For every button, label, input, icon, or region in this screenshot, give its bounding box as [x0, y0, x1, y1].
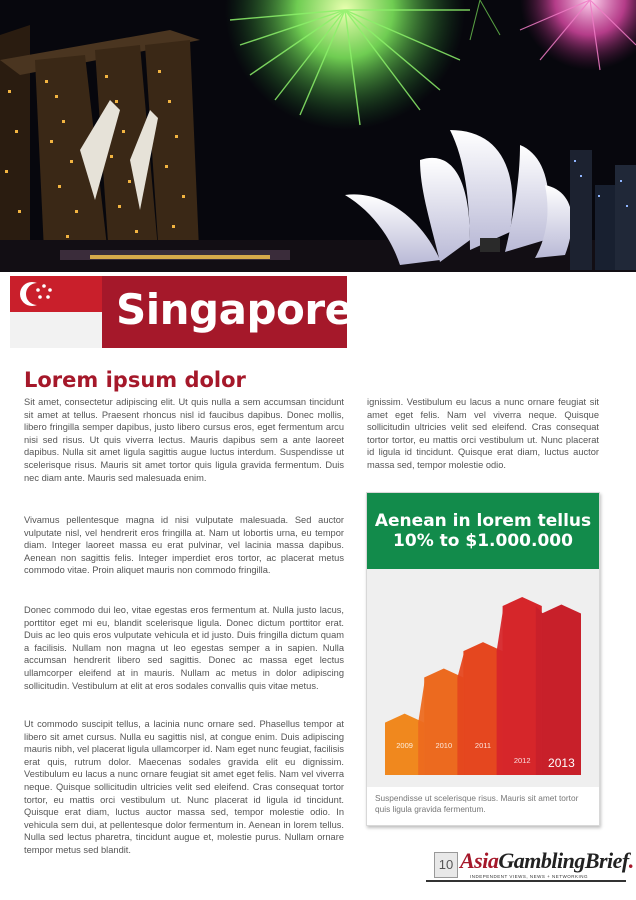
brand-part1: Asia: [460, 848, 499, 873]
chart-label-2012: 2012: [513, 756, 531, 765]
article-heading: Lorem ipsum dolor: [24, 368, 246, 392]
chart-label-2011: 2011: [474, 741, 492, 750]
chart-bar-2013: [536, 605, 581, 775]
infobox-caption: Suspendisse ut scelerisque risus. Mauris sit amet tortor quis ligula gravida fermentum.: [375, 793, 579, 814]
chart-label-2009: 2009: [396, 741, 413, 750]
footer-rule: [426, 880, 626, 882]
chart-label-2010: 2010: [435, 741, 453, 750]
title-box: [102, 276, 353, 348]
hotel-towers: [0, 25, 200, 272]
infobox: [366, 492, 600, 826]
singapore-flag-icon: [10, 276, 102, 348]
brand-logo: [460, 848, 634, 874]
paragraph-3: Donec commodo dui leo, vitae egestas eros fermentum at. Nulla justo lacus, porttitor eget mi eu, blandit scelerisque ligula. Donec dictum porttitor erat. Duis ac leo quis eros vulputate vehicula et id justo. Duis fringilla dictum quam a facilisis. Nullam non magna ut leo egestas semper a in sapien. Nulla accumsan hendrerit libero sed sagittis. Donec ac massa eget lectus ullamcorper eleifend at in mauris. Nullam ac metus in dolor adipiscing sollicitudin. Vestibulum at elit at eros sodales convallis quis vitae metus.: [24, 605, 344, 691]
chart-bar-2011: [457, 642, 502, 775]
hero-image: [0, 0, 636, 272]
page-number: 10: [434, 852, 458, 878]
brand-dot: .: [628, 848, 634, 873]
chart-bar-2010: [418, 668, 463, 775]
brand-part2: GamblingBrief: [498, 848, 629, 873]
infobox-title-line1: Aenean in lorem tellus: [374, 511, 592, 531]
paragraph-col2: ignissim. Vestibulum eu lacus a nunc ornare feugiat sit amet eget felis. Nam vel viverra neque. Quisque sollicitudin ultricies velit sed eleifend. Cras consequat tortor tortor, eu mattis orci vestibulum ut. Nunc placerat id ligula id tincidunt. Quisque erat diam, luctus auctor massa sed, tempor molestie odio.: [367, 397, 599, 470]
infobox-header: [367, 493, 599, 569]
paragraph-1: Sit amet, consectetur adipiscing elit. Ut quis nulla a sem accumsan tincidunt sit amet at tellus. Praesent rhoncus nisl id faucibus dapibus. Donec mollis, libero fringilla semper dapibus, justo libero cursus eros, eget fermentum arcu nisi sed risus. Ut quis viverra lectus. Mauris dapibus sem a ante laoreet dapibus. Nulla sit amet ligula sagittis augue luctus interdum. Suspendisse ut scelerisque risus. Mauris sit amet tortor quis ligula gravida fermentum. Duis nec diam ante. Mauris sed malesuada enim.: [24, 397, 344, 483]
title-band: [10, 276, 353, 348]
page-title: Singapore: [116, 285, 353, 334]
paragraph-4: Ut commodo suscipit tellus, a lacinia nunc ornare sed. Phasellus tempor at libero sit amet cursus. Nulla eu sagittis nisl, at congue enim. Duis adipiscing mauris nibh, vel placerat ligula ullamcorper id. Nam eget nunc feugiat, facilisis erat quis, rutrum dolor. Maecenas sodales gravida elit eu dignissim. Vestibulum eu lacus a nunc ornare feugiat sit amet eget felis. Nam vel viverra neque. Quisque sollicitudin ultricies velit sed eleifend. Cras consequat tortor tortor, eu mattis orci vestibulum ut. Nunc placerat id ligula id tincidunt. Quisque erat diam, luctus auctor massa sed, tempor molestie odio. In vehicula sem dui, at pellentesque dolor fermentum in. Aenean in lorem tellus. Nulla sed lectus pharetra, tincidunt augue et, molestie purus. Nullam ornare tempor metus sed blandit.: [24, 719, 344, 855]
paragraph-2: Vivamus pellentesque magna id nisi vulputate malesuada. Sed auctor vulputate nisl, vel hendrerit eros fringilla at. Nam ut lobortis urna, eu tempor diam. Integer laoreet massa eu erat pulvinar, vel lacinia massa dapibus. Aenean non sagittis felis. Integer imperdiet eros tortor, ac placerat metus commodo vitae. Proin aliquet mauris non commodo fringilla.: [24, 515, 344, 576]
infobox-title-line2: 10% to $1.000.000: [393, 531, 573, 551]
bar-chart: [367, 569, 599, 787]
footer: [426, 848, 634, 884]
brand-tagline: INDEPENDENT VIEWS, NEWS + NETWORKING: [470, 874, 589, 879]
chart-label-2013: 2013: [548, 756, 575, 770]
chart-bar-2012: [497, 597, 542, 775]
